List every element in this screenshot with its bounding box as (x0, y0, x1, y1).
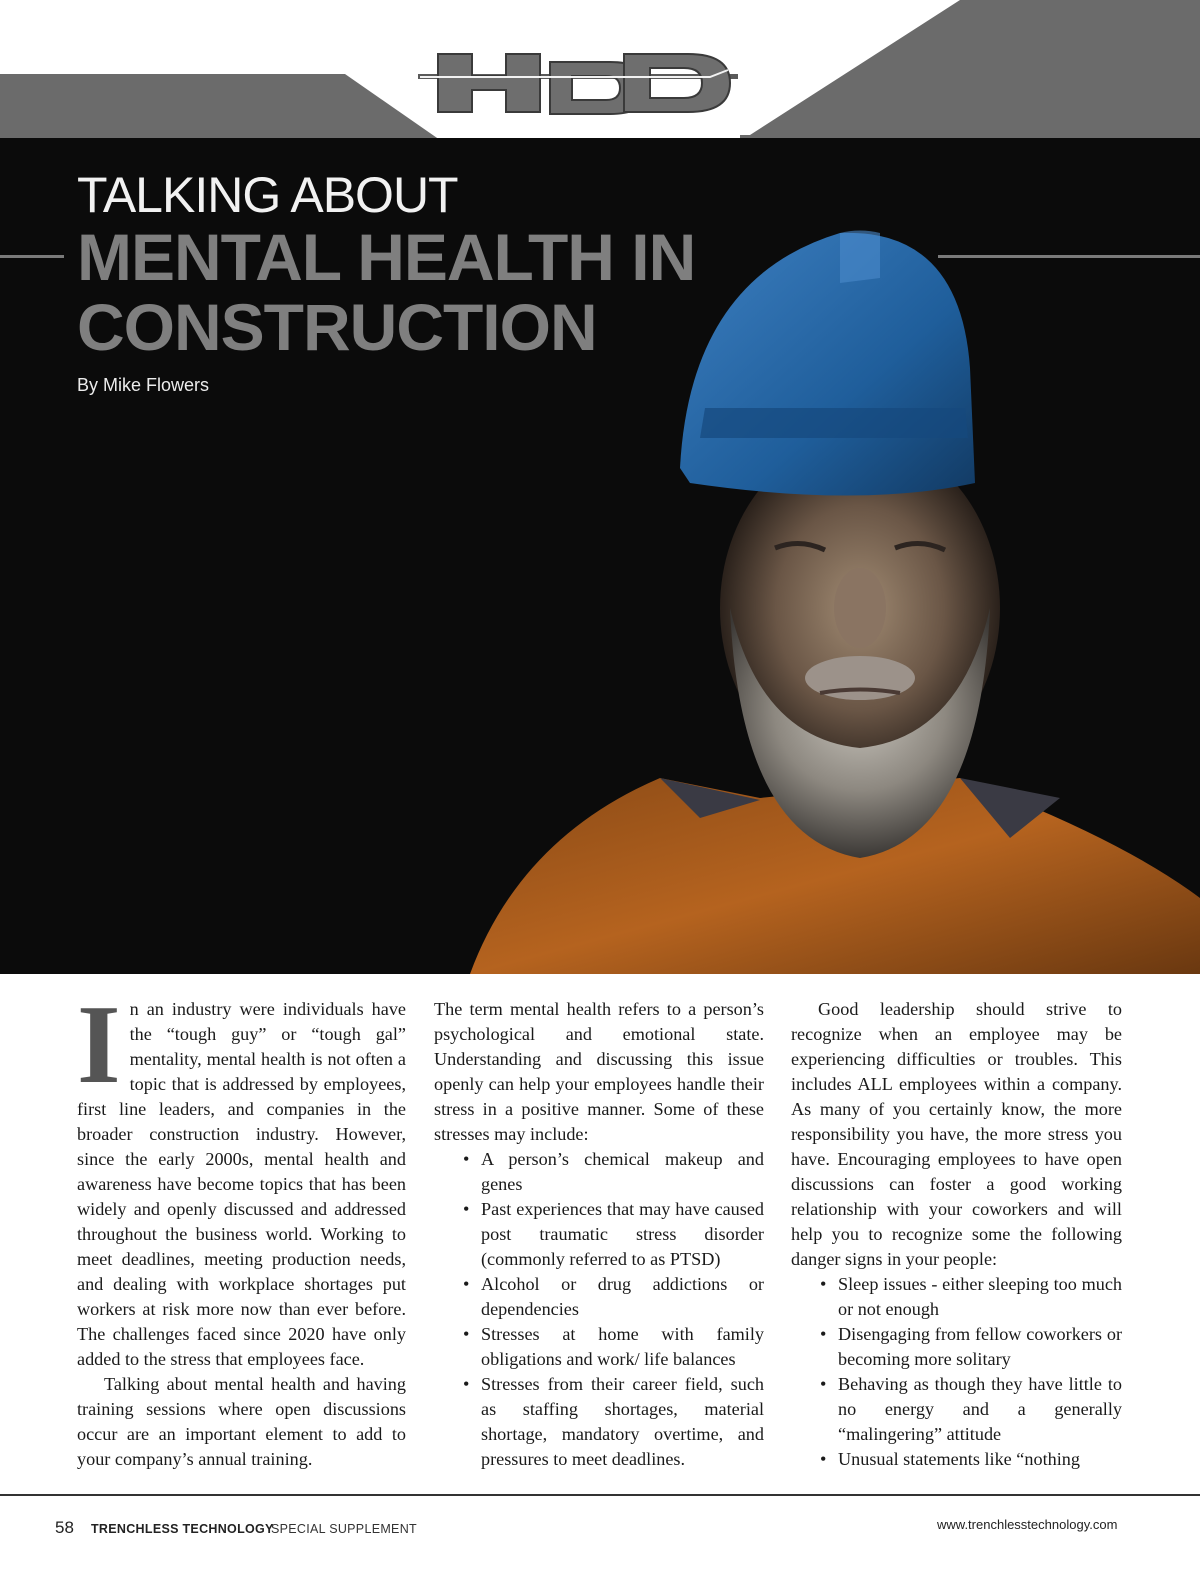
list-item: • Behaving as though they have little to no energy and a generally “malingering” attitude (838, 1372, 1122, 1447)
supplement-label: SPECIAL SUPPLEMENT (271, 1522, 417, 1536)
list-item: • Alcohol or drug addictions or dependencies (481, 1272, 764, 1322)
danger-signs-list (791, 1272, 1122, 1472)
list-item: • Unusual statements like “nothing (838, 1447, 1122, 1472)
drop-cap: I (77, 983, 121, 1107)
paragraph: Talking about mental health and having training sessions where open discussions occur are an important element to add to your company’s annual training. (77, 1374, 406, 1469)
paragraph: The term mental health refers to a person’s psychological and emotional state. Understanding and discussing this issue openly can help your employees handle their stress in a positive manner. Some of these stresses may include: (434, 999, 764, 1144)
article-column-3 (791, 997, 1122, 1472)
list-item: • Disengaging from fellow coworkers or becoming more solitary (838, 1322, 1122, 1372)
title-rule-right (938, 255, 1200, 258)
article-column-1 (77, 983, 406, 1472)
hdd-logo (410, 40, 750, 130)
paragraph-text: n an industry were individuals have the “tough guy” or “tough gal” mentality, mental health is not often a topic that is addressed by employees, first line leaders, and companies in the broader construction industry. However, since the early 2000s, mental health and awareness have become topics that has been widely and openly discussed and addressed throughout the business world. Working to meet deadlines, meeting production needs, and dealing with workplace shortages put workers at risk more now than ever before. The challenges faced since 2020 have only added to the stress that employees face. (77, 999, 406, 1369)
article-byline: By Mike Flowers (77, 375, 210, 395)
headline-line-2: CONSTRUCTION (77, 290, 597, 364)
article-column-2 (434, 997, 764, 1472)
footer-rule (0, 1494, 1200, 1496)
list-item: • Past experiences that may have caused post traumatic stress disorder (commonly referred to as PTSD) (481, 1197, 764, 1272)
paragraph (77, 983, 406, 1372)
headline-line-1: MENTAL HEALTH IN (77, 220, 696, 294)
article-kicker: TALKING ABOUT (77, 167, 458, 223)
title-rule-left (0, 255, 64, 258)
list-item: • Sleep issues - either sleeping too much or not enough (838, 1272, 1122, 1322)
paragraph: Good leadership should strive to recognize when an employee may be experiencing difficulties or troubles. This includes ALL employees within a company. As many of you certainly know, the more responsibility you have, the more stress you have. Encouraging employees to have open discussions can foster a good working relationship with your coworkers and will help you to recognize some the following danger signs in your people: (791, 999, 1122, 1269)
website-link[interactable]: www.trenchlesstechnology.com (937, 1517, 1118, 1532)
publication-name: TRENCHLESS TECHNOLOGY (91, 1522, 274, 1536)
list-item: • A person’s chemical makeup and genes (481, 1147, 764, 1197)
article-headline (77, 222, 797, 362)
list-item: • Stresses at home with family obligations and work/ life balances (481, 1322, 764, 1372)
logo-text: HDD (580, 126, 583, 127)
stress-list (434, 1147, 764, 1472)
page-number: 58 (55, 1518, 74, 1537)
list-item: • Stresses from their career field, such as staffing shortages, material shortage, mandatory overtime, and pressures to meet deadlines. (481, 1372, 764, 1472)
